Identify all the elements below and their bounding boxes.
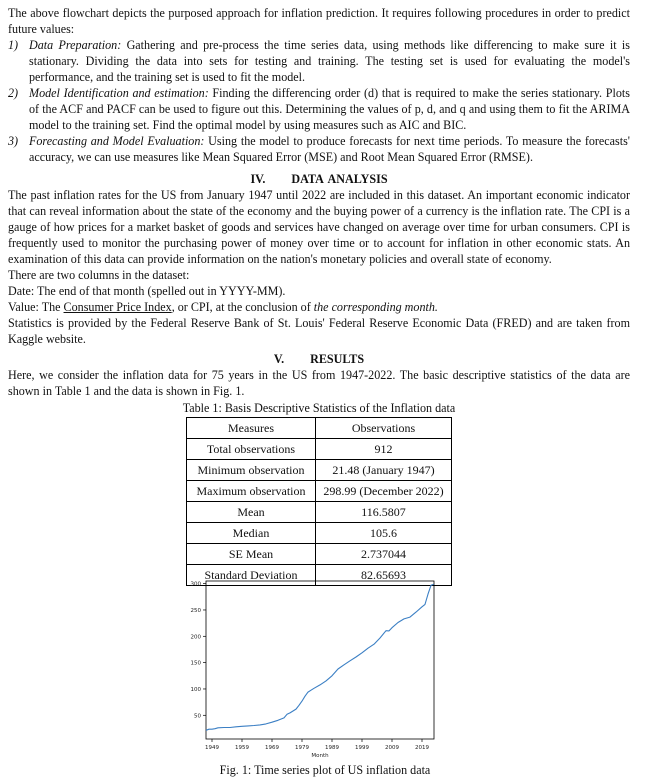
x-tick-label: 1959 xyxy=(235,745,249,751)
step-text: Gathering and pre-process the time series data, using methods like differencing to make sure it is stationary. Dividing the data into sets for testing and training. The testing set is used for evaluating the model's performance, and the training set is used to fit the model. xyxy=(29,38,630,84)
step-number: 2) xyxy=(8,86,19,100)
step-number: 1) xyxy=(8,38,19,52)
procedure-step xyxy=(8,133,630,165)
cpi-link[interactable]: Consumer Price Index xyxy=(63,300,172,314)
x-tick-label: 1949 xyxy=(205,745,219,751)
header-observations: Observations xyxy=(316,418,452,439)
x-tick-label: 1969 xyxy=(265,745,279,751)
table-row xyxy=(187,439,452,460)
header-measures: Measures xyxy=(187,418,316,439)
procedure-list xyxy=(8,37,630,165)
measure-cell: SE Mean xyxy=(187,544,316,565)
results-paragraph: Here, we consider the inflation data for 75 years in the US from 1947-2022. The basic descriptive statistics of the data are shown in Table 1 and the data is shown in Fig. 1. xyxy=(8,368,630,398)
section-title: RESULTS xyxy=(310,352,365,366)
source-line: Statistics is provided by the Federal Reserve Bank of St. Louis' Federal Reserve Economic Data (FRED) and are taken from Kaggle website. xyxy=(8,316,630,346)
measure-cell: Mean xyxy=(187,502,316,523)
y-tick-label: 250 xyxy=(190,607,201,614)
procedure-step xyxy=(8,37,630,85)
inflation-chart xyxy=(180,577,440,762)
x-tick-label: 1979 xyxy=(295,745,309,751)
statistics-table xyxy=(186,417,452,586)
procedure-step xyxy=(8,85,630,133)
table-row xyxy=(187,523,452,544)
measure-cell: Standard Deviation xyxy=(187,565,316,586)
step-title: Model Identification and estimation: xyxy=(29,86,209,100)
observation-cell: 116.5807 xyxy=(316,502,452,523)
paper-page xyxy=(8,5,630,586)
observation-cell: 105.6 xyxy=(316,523,452,544)
measure-cell: Maximum observation xyxy=(187,481,316,502)
chart-svg xyxy=(180,577,440,762)
step-text: Finding the differencing order (d) that is required to make the series stationary. Plots of the ACF and PACF can be used to figure out this. Determining the values of p, d, and q and using them to fit the ARIMA model to the training set. Find the optimal model by using measures such as AIC and BIC. xyxy=(29,86,630,132)
y-tick-label: 150 xyxy=(190,660,201,667)
intro-paragraph: The above flowchart depicts the purposed approach for inflation prediction. It requires following procedures in order to predict future values: xyxy=(8,6,630,36)
step-text: Using the model to produce forecasts for next time periods. To measure the forecasts' accuracy, we can use measures like Mean Squared Error (MSE) and Root Mean Squared Error (RMSE). xyxy=(29,134,630,164)
observation-cell: 2.737044 xyxy=(316,544,452,565)
section-numeral: IV. xyxy=(250,172,266,186)
table-caption: Table 1: Basis Descriptive Statistics of the Inflation data xyxy=(182,401,456,415)
section-numeral: V. xyxy=(273,352,285,366)
y-tick-label: 100 xyxy=(190,686,201,693)
plot-frame xyxy=(206,581,434,739)
measure-cell: Minimum observation xyxy=(187,460,316,481)
y-tick-label: 300 xyxy=(190,581,201,588)
table-row xyxy=(187,502,452,523)
x-axis-label: Month xyxy=(311,753,329,759)
x-tick-label: 2009 xyxy=(385,745,399,751)
observation-cell: 82.65693 xyxy=(316,565,452,586)
table-header-row xyxy=(187,418,452,439)
section-title: DATA ANALYSIS xyxy=(291,172,388,186)
value-prefix: Value: The xyxy=(8,300,64,314)
value-column-line xyxy=(8,299,630,315)
observation-cell: 912 xyxy=(316,439,452,460)
series-line xyxy=(206,584,434,730)
data-analysis-paragraph: The past inflation rates for the US from January 1947 until 2022 are included in this dataset. An important economic indicator that can reveal information about the state of the economy and the buying power of a currency is the inflation rate. The CPI is a gauge of how prices for a market basket of goods and services have changed on average over time for urban consumers. CPI is frequently used to monitor the purchasing power of money over time or to account for inflation in other economic stats. An examination of this data can provide information on the nation's monetary policies and overall state of economy. xyxy=(8,188,630,266)
observation-cell: 298.99 (December 2022) xyxy=(316,481,452,502)
y-tick-label: 200 xyxy=(190,634,201,641)
x-tick-label: 2019 xyxy=(415,745,429,751)
value-italic: the corresponding month. xyxy=(313,300,438,314)
section-heading-data-analysis xyxy=(8,171,630,187)
measure-cell: Median xyxy=(187,523,316,544)
section-heading-results xyxy=(8,351,630,367)
value-mid: , or CPI, at the conclusion of xyxy=(171,300,314,314)
table-row xyxy=(187,460,452,481)
figure-caption: Fig. 1: Time series plot of US inflation data xyxy=(219,763,431,777)
observation-cell: 21.48 (January 1947) xyxy=(316,460,452,481)
y-tick-label: 50 xyxy=(194,713,201,720)
step-title: Forecasting and Model Evaluation: xyxy=(29,134,205,148)
date-column-line: Date: The end of that month (spelled out in YYYY-MM). xyxy=(8,284,286,298)
table-row xyxy=(187,481,452,502)
step-title: Data Preparation: xyxy=(29,38,122,52)
columns-line: There are two columns in the dataset: xyxy=(8,268,190,282)
x-tick-label: 1989 xyxy=(325,745,339,751)
table-row xyxy=(187,544,452,565)
x-tick-label: 1999 xyxy=(355,745,369,751)
measure-cell: Total observations xyxy=(187,439,316,460)
step-number: 3) xyxy=(8,134,19,148)
